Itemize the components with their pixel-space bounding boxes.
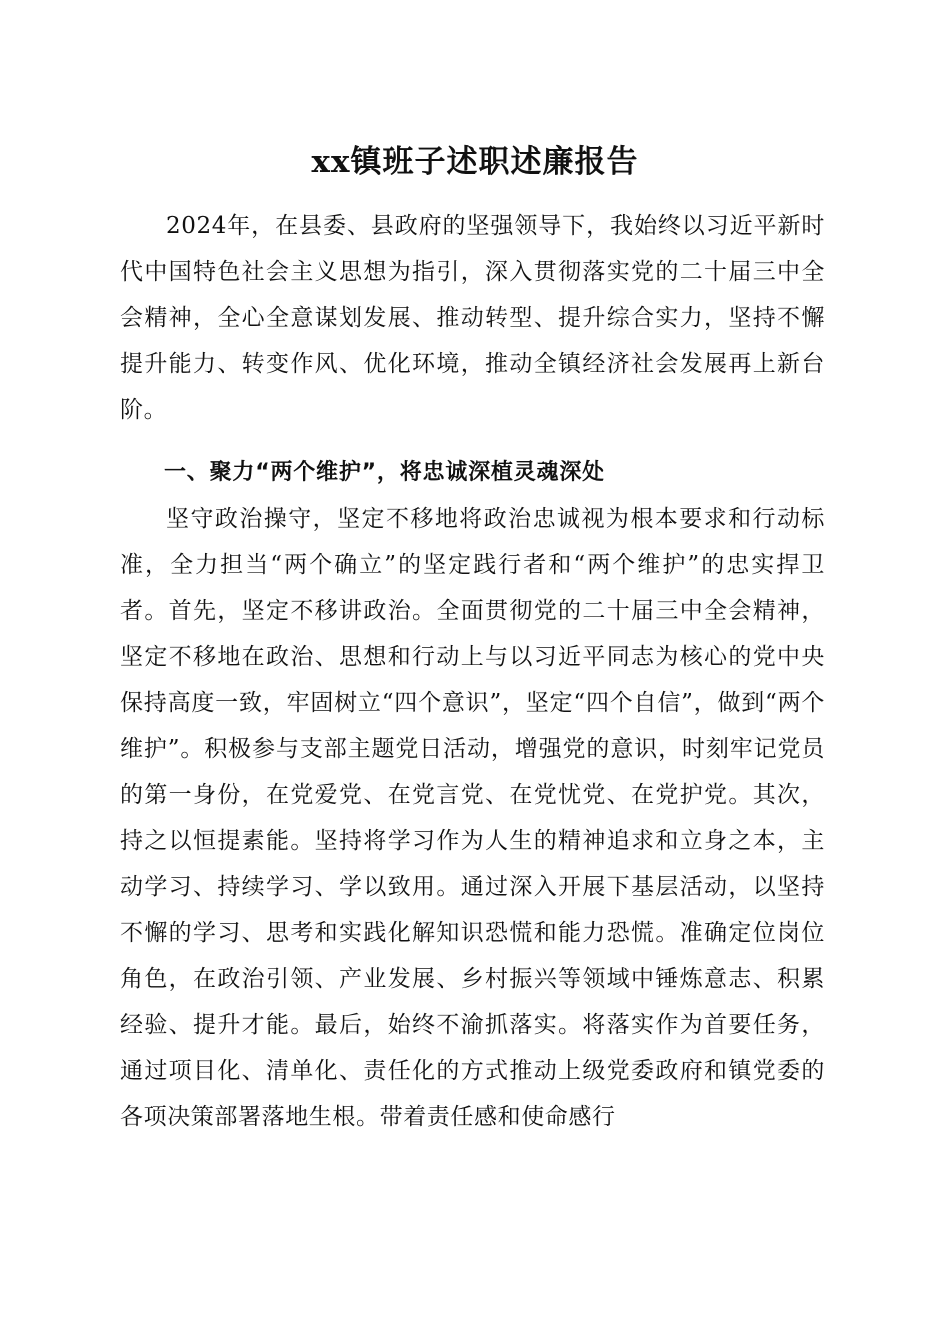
document-title: xx镇班子述职述廉报告 [311,144,639,180]
section-heading: 一、聚力“两个维护”，将忠诚深植灵魂深处 [164,460,605,485]
section-paragraph: 坚守政治操守，坚定不移地将政治忠诚视为根本要求和行动标准，全力担当“两个确立”的坚定践行者和“两个维护”的忠实捍卫者。首先，坚定不移讲政治。全面贯彻党的二十届三中全会精神，坚定不移地在政治、思想和行动上与以习近平同志为核心的党中央保持高度一致，牢固树立“四个意识”，坚定“四个自信”，做到“两个维护”。积极参与支部主题党日活动，增强党的意识，时刻牢记党员的第一身份，在党爱党、在党言党、在党忧党、在党护党。其次，持之以恒提素能。坚持将学习作为人生的精神追求和立身之本，主动学习、持续学习、学以致用。通过深入开展下基层活动，以坚持不懈的学习、思考和实践化解知识恐慌和能力恐慌。准确定位岗位角色，在政治引领、产业发展、乡村振兴等领域中锤炼意志、积累经验、提升才能。最后，始终不渝抓落实。将落实作为首要任务，通过项目化、清单化、责任化的方式推动上级党委政府和镇党委的各项决策部署落地生根。带着责任感和使命感行 [120,506,825,1130]
intro-paragraph: 2024年，在县委、县政府的坚强领导下，我始终以习近平新时代中国特色社会主义思想为指引，深入贯彻落实党的二十届三中全会精神，全心全意谋划发展、推动转型、提升综合实力，坚持不懈提升能力、转变作风、优化环境，推动全镇经济社会发展再上新台阶。 [120,213,825,423]
